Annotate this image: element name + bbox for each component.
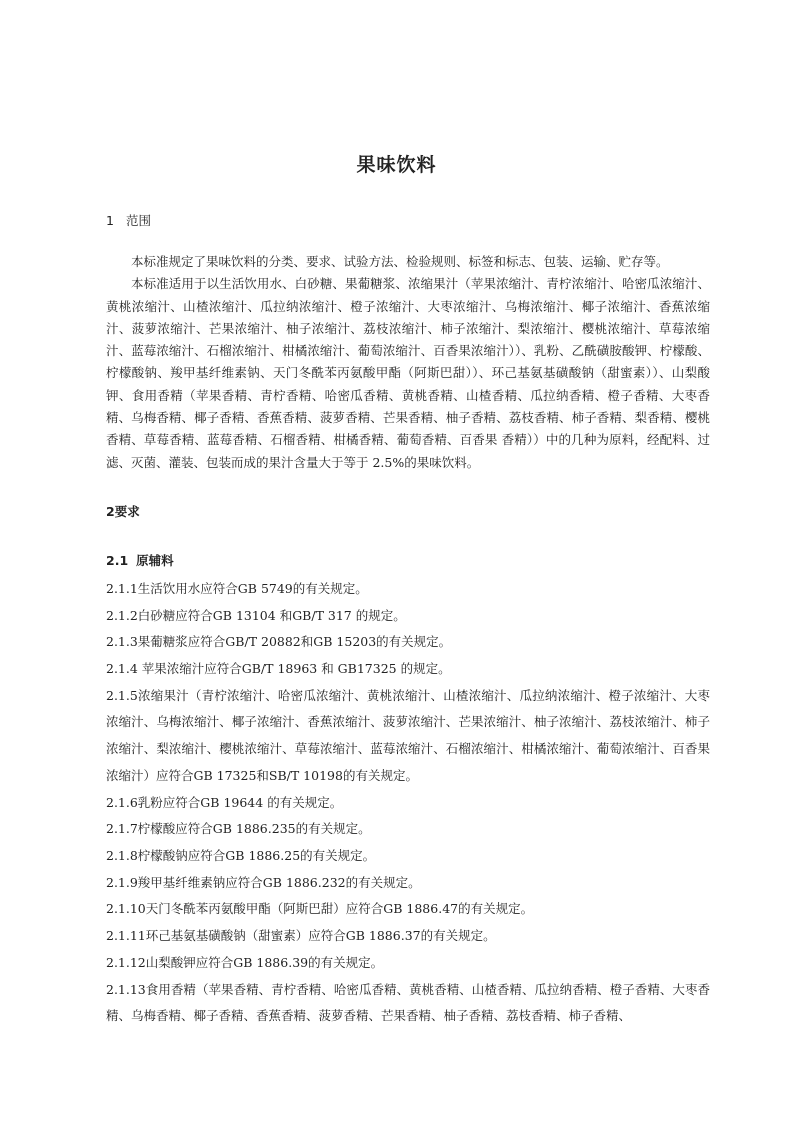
section-2-1-title: 原辅料	[136, 552, 174, 568]
section-2-1-number: 2.1	[106, 552, 129, 568]
requirement-item: 2.1.13食用香精（苹果香精、青柠香精、哈密瓜香精、黄桃香精、山楂香精、瓜拉纳香精、橙子香精、大枣香精、乌梅香精、椰子香精、香蕉香精、菠萝香精、芒果香精、柚子香精、荔枝香精、柿子香精、	[106, 981, 710, 1024]
section-1-title: 范围	[125, 213, 151, 228]
requirement-item: 2.1.3果葡糖浆应符合GB/T 20882和GB 15203的有关规定。	[106, 634, 452, 650]
section-1-number: 1	[106, 213, 114, 228]
requirement-item: 2.1.11环己基氨基磺酸钠（甜蜜素）应符合GB 1886.37的有关规定。	[106, 928, 496, 944]
document-title: 果味饮料	[356, 154, 437, 176]
requirement-item: 2.1.2白砂糖应符合GB 13104 和GB/T 317 的规定。	[106, 607, 406, 623]
requirement-item: 2.1.12山梨酸钾应符合GB 1886.39的有关规定。	[106, 954, 384, 970]
requirement-item: 2.1.6乳粉应符合GB 19644 的有关规定。	[106, 794, 343, 810]
scope-paragraph: 本标准规定了果味饮料的分类、要求、试验方法、检验规则、标签和标志、包装、运输、贮存等。	[131, 254, 669, 269]
requirement-item: 2.1.1生活饮用水应符合GB 5749的有关规定。	[106, 580, 368, 596]
requirement-item: 2.1.4 苹果浓缩汁应符合GB/T 18963 和 GB17325 的规定。	[106, 661, 451, 677]
requirement-item: 2.1.8柠檬酸钠应符合GB 1886.25的有关规定。	[106, 848, 376, 863]
document-body	[106, 210, 710, 1030]
requirement-item: 2.1.9羧甲基纤维素钠应符合GB 1886.232的有关规定。	[106, 874, 421, 890]
scope-paragraph: 本标准适用于以生活饮用水、白砂糖、果葡糖浆、浓缩果汁（苹果浓缩汁、青柠浓缩汁、哈密瓜浓缩汁、黄桃浓缩汁、山楂浓缩汁、瓜拉纳浓缩汁、橙子浓缩汁、大枣浓缩汁、乌梅浓缩汁、椰子浓缩汁、香蕉浓缩汁、菠萝浓缩汁、芒果浓缩汁、柚子浓缩汁、荔枝浓缩汁、柿子浓缩汁、梨浓缩汁、樱桃浓缩汁、草莓浓缩汁、蓝莓浓缩汁、石榴浓缩汁、柑橘浓缩汁、葡萄浓缩汁、百香果浓缩汁））、乳粉、乙酰磺胺酸钾、柠檬酸、柠檬酸钠、羧甲基纤维素钠、天门冬酰苯丙氨酸甲酯（阿斯巴甜））、环己基氨基磺酸钠（甜蜜素））、山梨酸钾、食用香精（苹果香精、青柠香精、哈密瓜香精、黄桃香精、山楂香精、瓜拉纳香精、橙子香精、大枣香精、乌梅香精、椰子香精、香蕉香精、菠萝香精、芒果香精、柚子香精、荔枝香精、柿子香精、梨香精、樱桃香精、草莓香精、蓝莓香精、石榴香精、柑橘香精、葡萄香精、百香果 香精））中的几种为原料，经配料、过滤、灭菌、灌装、包装而成的果汁含量大于等于 2.5%的果味饮料。	[106, 276, 710, 470]
section-2-1-heading	[106, 550, 710, 572]
requirement-item: 2.1.10天门冬酰苯丙氨酸甲酯（阿斯巴甜）应符合GB 1886.47的有关规定。	[106, 901, 534, 917]
requirement-item: 2.1.7柠檬酸应符合GB 1886.235的有关规定。	[106, 821, 371, 837]
requirement-item: 2.1.5浓缩果汁（青柠浓缩汁、哈密瓜浓缩汁、黄桃浓缩汁、山楂浓缩汁、瓜拉纳浓缩汁、橙子浓缩汁、大枣浓缩汁、乌梅浓缩汁、椰子浓缩汁、香蕉浓缩汁、菠萝浓缩汁、芒果浓缩汁、柚子浓缩汁、荔枝浓缩汁、柿子浓缩汁、梨浓缩汁、樱桃浓缩汁、草莓浓缩汁、蓝莓浓缩汁、石榴浓缩汁、柑橘浓缩汁、葡萄浓缩汁、百香果浓缩汁）应符合GB 17325和SB/T 10198的有关规定。	[106, 687, 710, 783]
section-2-heading: 2要求	[106, 503, 140, 519]
section-1-heading	[106, 210, 710, 232]
